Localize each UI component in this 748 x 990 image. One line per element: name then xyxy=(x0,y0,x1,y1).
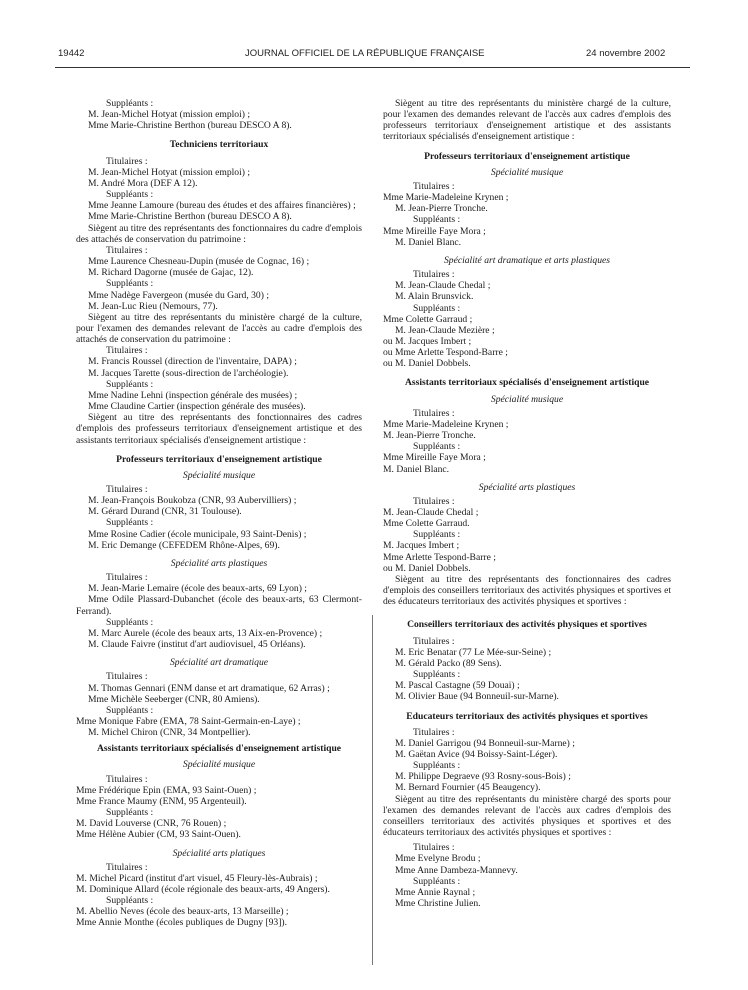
label-suppleants: Suppléants : xyxy=(106,704,154,716)
member: Mme Nadine Lehni (inspection générale des musées) ; xyxy=(88,389,298,401)
label-titulaires: Titulaires : xyxy=(413,269,455,281)
member: M. Daniel Garrigou (94 Bonneuil-sur-Marne) ; xyxy=(395,737,575,749)
header-rule xyxy=(55,67,690,68)
member: M. Gaëtan Avice (94 Boissy-Saint-Léger). xyxy=(395,748,558,760)
member: M. Jean-Pierre Tronche. xyxy=(383,430,476,442)
member: M. Bernard Fournier (45 Beaugency). xyxy=(395,782,541,794)
speciality-heading: Spécialité art dramatique et arts plastiques xyxy=(443,254,610,266)
member: Mme Rosine Cadier (école municipale, 93 Saint-Denis) ; xyxy=(88,528,307,540)
paragraph: Siègent au titre des représentants des fonctionnaires des cadres d'emplois des professeurs territoriaux d'enseignement artistique et des assistants territoriaux spécialisés d'enseignement artistique : xyxy=(76,412,362,446)
member: Mme Christine Julien. xyxy=(395,898,481,909)
label-titulaires: Titulaires : xyxy=(106,572,148,584)
member: Mme Colette Garraud ; xyxy=(383,313,473,325)
journal-title: JOURNAL OFFICIEL DE LA RÉPUBLIQUE FRANÇAISE xyxy=(245,48,485,59)
section-heading: Assistants territoriaux spécialisés d'enseignement artistique xyxy=(96,743,342,755)
speciality-heading: Spécialité arts platiques xyxy=(172,847,266,859)
member: M. Gérard Durand (CNR, 31 Toulouse). xyxy=(88,506,242,518)
member: Mme Nadège Favergeon (musée du Gard, 30) ; xyxy=(88,289,269,301)
label-titulaires: Titulaires : xyxy=(106,671,148,683)
member: M. David Louverse (CNR, 76 Rouen) ; xyxy=(76,818,227,830)
member: Mme Michèle Seeberger (CNR, 80 Amiens). xyxy=(88,693,260,705)
label-titulaires: Titulaires : xyxy=(106,773,148,785)
member: M. Francis Roussel (direction de l'inventaire, DAPA) ; xyxy=(88,356,297,368)
member: M. Jean-Michel Hotyat (mission emploi) ; xyxy=(88,166,251,178)
member: ou M. Daniel Dobbels. xyxy=(383,358,471,370)
member: M. Thomas Gennari (ENM danse et art dramatique, 62 Arras) ; xyxy=(88,682,330,694)
label-suppleants: Suppléants : xyxy=(106,189,154,201)
label-suppleants: Suppléants : xyxy=(413,760,461,772)
label-suppleants: Suppléants : xyxy=(413,669,461,681)
member: Mme Mireille Faye Mora ; xyxy=(383,452,486,464)
member: Mme Annie Monthe (écoles publiques de Dugny [93]). xyxy=(76,917,288,929)
member: M. Pascal Castagne (59 Douai) ; xyxy=(395,680,520,692)
section-heading: Educateurs territoriaux des activités physiques et sportives xyxy=(406,710,648,722)
label-titulaires: Titulaires : xyxy=(106,861,148,873)
member: M. Olivier Baue (94 Bonneuil-sur-Marne). xyxy=(395,691,559,703)
member: ou M. Daniel Dobbels. xyxy=(383,562,471,574)
member: M. Gérald Packo (89 Sens). xyxy=(395,657,502,669)
label-titulaires: Titulaires : xyxy=(413,635,455,647)
label-suppleants: Suppléants : xyxy=(413,302,461,314)
member: M. Michel Chiron (CNR, 34 Montpellier). xyxy=(88,727,251,739)
member: M. Jean-Claude Chedal ; xyxy=(395,280,491,292)
member: M. Jean-Marie Lemaire (école des beaux-arts, 69 Lyon) ; xyxy=(88,583,307,595)
member: M. Michel Picard (institut d'art visuel, 45 Fleury-lès-Aubrais) ; xyxy=(76,872,318,884)
speciality-heading: Spécialité arts plastiques xyxy=(478,481,576,493)
label-suppleants: Suppléants : xyxy=(106,517,154,529)
member: Mme France Maumy (ENM, 95 Argenteuil). xyxy=(76,795,247,807)
member: Mme Frédérique Epin (EMA, 93 Saint-Ouen) ; xyxy=(76,784,257,796)
member: Mme Laurence Chesneau-Dupin (musée de Cognac, 16) ; xyxy=(88,256,310,268)
member: Mme Annie Raynal ; xyxy=(395,886,476,898)
member: M. Jean-Claude Chedal ; xyxy=(383,507,479,518)
speciality-heading: Spécialité art dramatique xyxy=(169,657,269,669)
label-titulaires: Titulaires : xyxy=(413,180,455,192)
member: M. Jean-Luc Rieu (Nemours, 77). xyxy=(88,300,218,312)
member: M. Jean-Claude Mezière ; xyxy=(395,324,495,336)
label-suppleants: Suppléants : xyxy=(106,98,154,109)
member: Mme Anne Dambeza-Mannevy. xyxy=(395,864,518,876)
section-heading: Techniciens territoriaux xyxy=(169,139,269,151)
member: Mme Monique Fabre (EMA, 78 Saint-Germain-en-Laye) ; xyxy=(76,715,301,727)
member: M. Eric Benatar (77 Le Mée-sur-Seine) ; xyxy=(395,646,552,658)
member: M. Jacques Imbert ; xyxy=(383,540,460,552)
section-heading: Assistants territoriaux spécialisés d'enseignement artistique xyxy=(404,377,650,389)
page-number: 19442 xyxy=(58,48,85,59)
speciality-heading: Spécialité musique xyxy=(182,759,256,771)
section-heading: Professeurs territoriaux d'enseignement artistique xyxy=(424,150,630,162)
member: M. Alain Brunsvick. xyxy=(395,291,474,303)
member: M. Dominique Allard (école régionale des beaux-arts, 49 Angers). xyxy=(76,884,330,895)
paragraph: Siègent au titre des représentants du ministère chargé de la culture, pour l'examen des demandes relevant de l'accès aux cadres d'emplois des professeurs territoriaux d'enseignement artistique et des assistants territoriaux spécialisés d'enseignement artistique : xyxy=(383,98,671,143)
label-suppleants: Suppléants : xyxy=(413,214,461,226)
label-suppleants: Suppléants : xyxy=(106,807,154,819)
label-titulaires: Titulaires : xyxy=(413,407,455,419)
member: M. Jean-François Boukobza (CNR, 93 Aubervilliers) ; xyxy=(88,495,297,507)
member: M. Eric Demange (CEFEDEM Rhône-Alpes, 69). xyxy=(88,539,280,551)
member: Mme Marie-Christine Berthon (bureau DESCO A 8). xyxy=(88,211,292,223)
member: M. Daniel Blanc. xyxy=(383,463,450,475)
section-heading: Professeurs territoriaux d'enseignement artistique xyxy=(116,453,322,465)
member: Mme Marie-Christine Berthon (bureau DESCO A 8). xyxy=(88,120,292,132)
label-suppleants: Suppléants : xyxy=(106,278,154,290)
label-suppleants: Suppléants : xyxy=(413,875,461,887)
member: M. André Mora (DEF A 12). xyxy=(88,177,198,189)
paragraph: Siègent au titre des représentants des fonctionnaires des cadres d'emplois des conseillers territoriaux des activités physiques et sportives et des éducateurs territoriaux des activités physiques et sportives : xyxy=(383,573,671,608)
issue-date: 24 novembre 2002 xyxy=(586,48,666,59)
right-column xyxy=(383,98,671,909)
section-heading: Conseillers territoriaux des activités physiques et sportives xyxy=(407,619,647,631)
label-suppleants: Suppléants : xyxy=(413,441,461,453)
label-titulaires: Titulaires : xyxy=(413,726,455,738)
member: Mme Colette Garraud. xyxy=(383,518,470,530)
member: ou M. Jacques Imbert ; xyxy=(383,335,472,347)
paragraph: Siègent au titre des représentants du ministère chargé des sports pour l'examen des demandes relevant de l'accès aux cadres d'emplois des conseillers territoriaux des activités physiques et sportives et des éducateurs territoriaux des activités physiques et sportives : xyxy=(383,793,671,839)
member: Mme Claudine Cartier (inspection générale des musées). xyxy=(88,401,306,413)
member: ou Mme Arlette Tespond-Barre ; xyxy=(383,347,508,359)
member: Mme Evelyne Brodu ; xyxy=(395,853,481,865)
member: M. Philippe Degraeve (93 Rosny-sous-Bois) ; xyxy=(395,771,571,783)
member: M. Jacques Tarette (sous-direction de l'archéologie). xyxy=(88,367,289,379)
member: Mme Odile Plassard-Dubanchet (école des beaux-arts, 63 Clermont-Ferrand). xyxy=(76,594,362,617)
label-titulaires: Titulaires : xyxy=(106,155,148,167)
left-column xyxy=(76,98,362,929)
column-divider xyxy=(372,615,373,965)
speciality-heading: Spécialité musique xyxy=(182,469,256,481)
paragraph: Siègent au titre des représentants des fonctionnaires du cadre d'emplois des attachés de conservation du patrimoine : xyxy=(76,222,362,245)
label-titulaires: Titulaires : xyxy=(413,842,455,854)
paragraph: Siègent au titre des représentants du ministère chargé de la culture, pour l'examen des demandes relevant de l'accès au cadre d'emplois des attachés de conservation du patrimoine : xyxy=(76,311,362,346)
label-titulaires: Titulaires : xyxy=(106,345,148,357)
label-titulaires: Titulaires : xyxy=(413,495,455,507)
member: M. Marc Aurele (école des beaux arts, 13 Aix-en-Provence) ; xyxy=(88,627,323,639)
speciality-heading: Spécialité musique xyxy=(490,166,564,178)
speciality-heading: Spécialité arts plastiques xyxy=(170,557,268,569)
member: Mme Marie-Madeleine Krynen ; xyxy=(383,192,509,204)
label-suppleants: Suppléants : xyxy=(106,378,154,390)
member: Mme Arlette Tespond-Barre ; xyxy=(383,551,496,563)
member: M. Jean-Pierre Tronche. xyxy=(395,203,488,215)
member: Mme Marie-Madeleine Krynen ; xyxy=(383,418,509,430)
label-titulaires: Titulaires : xyxy=(106,484,148,495)
member: M. Claude Faivre (institut d'art audiovisuel, 45 Orléans). xyxy=(88,639,306,651)
speciality-heading: Spécialité musique xyxy=(490,393,564,405)
label-suppleants: Suppléants : xyxy=(106,616,154,628)
member: Mme Hélène Aubier (CM, 93 Saint-Ouen). xyxy=(76,829,241,841)
member: Mme Jeanne Lamoure (bureau des études et des affaires financières) ; xyxy=(88,200,356,212)
member: Mme Mireille Faye Mora ; xyxy=(383,225,486,237)
member: M. Daniel Blanc. xyxy=(395,236,462,248)
label-titulaires: Titulaires : xyxy=(106,244,148,256)
member: M. Jean-Michel Hotyat (mission emploi) ; xyxy=(88,109,251,121)
member: M. Richard Dagorne (musée de Gajac, 12). xyxy=(88,267,254,279)
label-suppleants: Suppléants : xyxy=(413,529,461,541)
label-suppleants: Suppléants : xyxy=(106,895,154,907)
member: M. Abellio Neves (école des beaux-arts, 13 Marseille) ; xyxy=(76,906,289,918)
